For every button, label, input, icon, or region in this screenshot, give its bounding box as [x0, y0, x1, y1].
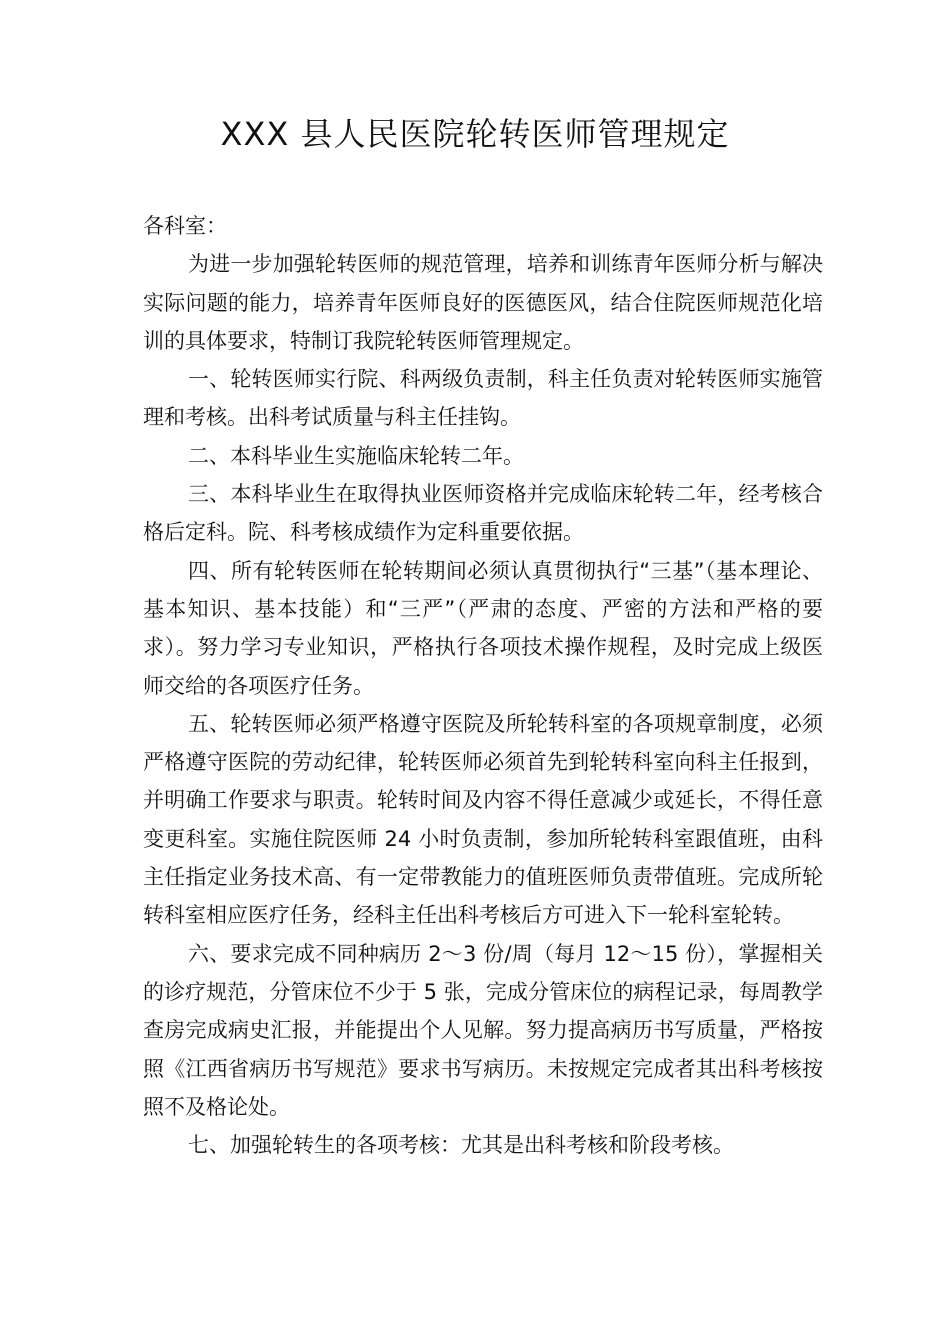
paragraph-article-2: 二、本科毕业生实施临床轮转二年。 [188, 443, 524, 468]
paragraph-intro: 为进一步加强轮转医师的规范管理，培养和训练青年医师分析与解决实际问题的能力，培养青年医师良好的医德医风，结合住院医师规范化培训的具体要求，特制订我院轮转医师管理规定。 [143, 252, 823, 353]
paragraph-article-4: 四、所有轮转医师在轮转期间必须认真贯彻执行“三基”（基本理论、基本知识、基本技能）和“三严”（严肃的态度、严密的方法和严格的要求）。努力学习专业知识，严格执行各项技术操作规程，及时完成上级医师交给的各项医疗任务。 [143, 558, 823, 698]
paragraph-article-1: 一、轮转医师实行院、科两级负责制，科主任负责对轮转医师实施管理和考核。出科考试质量与科主任挂钩。 [143, 367, 823, 430]
paragraph-article-6: 六、要求完成不同种病历 2～3 份/周（每月 12～15 份），掌握相关的诊疗规范，分管床位不少于 5 张，完成分管床位的病程记录，每周教学查房完成病史汇报，并能提出个人见解。努力提高病历书写质量，严格按照《江西省病历书写规范》要求书写病历。未按规定完成者其出科考核按照不及格论处。 [143, 941, 823, 1119]
document-title: XXX 县人民医院轮转医师管理规定 [220, 115, 730, 153]
paragraph-article-7: 七、加强轮转生的各项考核：尤其是出科考核和阶段考核。 [188, 1133, 734, 1158]
document-body [143, 207, 823, 1164]
salutation: 各科室： [143, 214, 227, 238]
paragraph-article-5: 五、轮转医师必须严格遵守医院及所轮转科室的各项规章制度，必须严格遵守医院的劳动纪律，轮转医师必须首先到轮转科室向科主任报到，并明确工作要求与职责。轮转时间及内容不得任意减少或延长，不得任意变更科室。实施住院医师 24 小时负责制，参加所轮转科室跟值班，由科主任指定业务技术高、有一定带教能力的值班医师负责带值班。完成所轮转科室相应医疗任务，经科主任出科考核后方可进入下一轮科室轮转。 [143, 711, 823, 928]
paragraph-article-3: 三、本科毕业生在取得执业医师资格并完成临床轮转二年，经考核合格后定科。院、科考核成绩作为定科重要依据。 [143, 482, 823, 545]
